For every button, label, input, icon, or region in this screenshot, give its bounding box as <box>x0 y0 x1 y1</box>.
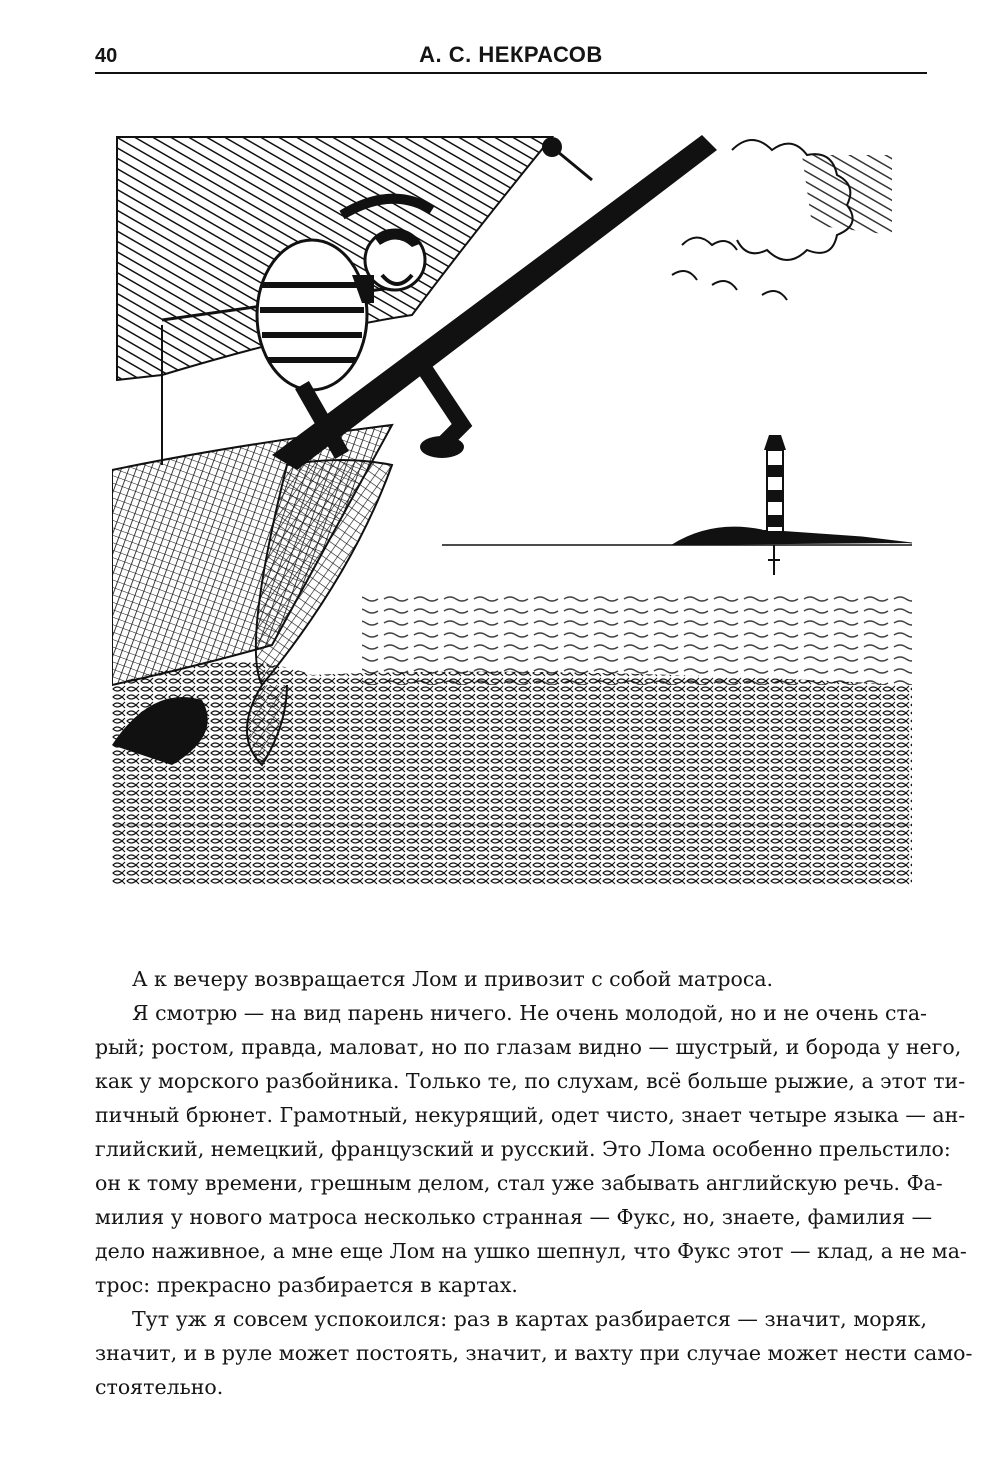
illustration-sailor-on-boom-icon <box>112 125 912 885</box>
page-header <box>95 38 927 74</box>
text-line: дело наживное, а мне еще Лом на ушко шепнул, что Фукс этот — клад, а не ма- <box>95 1239 967 1263</box>
paragraph-2 <box>95 996 967 1302</box>
text-line: Тут уж я совсем успокоился: раз в картах разбирается — значит, моряк, <box>132 1307 927 1331</box>
body-text <box>95 962 973 1404</box>
paragraph-3 <box>95 1302 973 1404</box>
text-line: пичный брюнет. Грамотный, некурящий, одет чисто, знает четыре языка — ан- <box>95 1103 966 1127</box>
text-line: как у морского разбойника. Только те, по слухам, всё больше рыжие, а этот ти- <box>95 1069 966 1093</box>
text-line: А к вечеру возвращается Лом и привозит с собой матроса. <box>132 967 774 991</box>
text-line: милия у нового матроса несколько странная — Фукс, но, знаете, фамилия — <box>95 1205 933 1229</box>
text-line: стоятельно. <box>95 1375 224 1399</box>
text-line: значит, и в руле может постоять, значит, и вахту при случае может нести само- <box>95 1341 973 1365</box>
text-line: он к тому времени, грешным делом, стал уже забывать английскую речь. Фа- <box>95 1171 943 1195</box>
running-title: А. С. НЕКРАСОВ <box>419 42 603 67</box>
illustration-sailor-on-boom <box>112 125 912 885</box>
text-line: Я смотрю — на вид парень ничего. Не очень молодой, но и не очень ста- <box>132 1001 927 1025</box>
paragraph-1 <box>95 962 927 996</box>
text-line: трос: прекрасно разбирается в картах. <box>95 1273 518 1297</box>
text-line: рый; ростом, правда, маловат, но по глазам видно — шустрый, и борода у него, <box>95 1035 962 1059</box>
text-line: глийский, немецкий, французский и русский. Это Лома особенно прельстило: <box>95 1137 951 1161</box>
page-number: 40 <box>95 45 118 67</box>
